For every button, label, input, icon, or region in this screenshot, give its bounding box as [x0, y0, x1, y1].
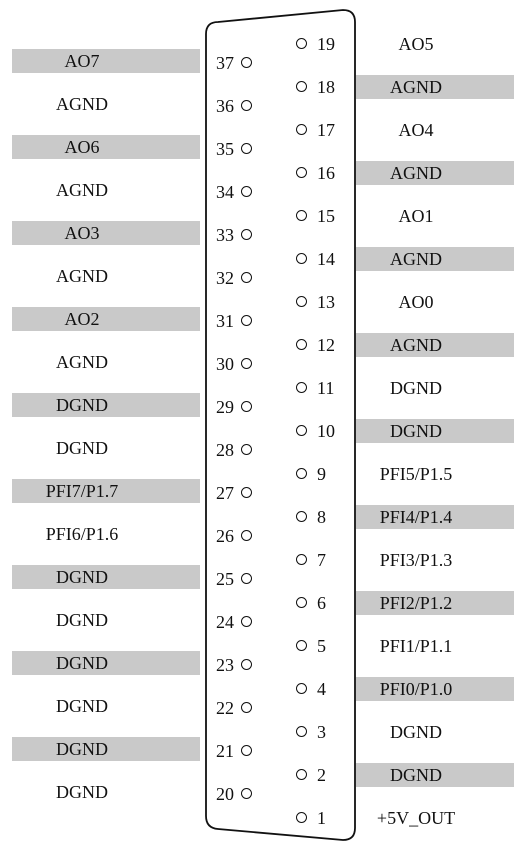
pin-label-text: AGND: [390, 249, 442, 269]
pin-34: [216, 181, 266, 203]
pin-contact-icon: [296, 683, 307, 694]
pin-number: 16: [317, 163, 335, 183]
pin-label-12: [356, 333, 514, 357]
pin-contact-icon: [296, 382, 307, 393]
pin-18: [296, 76, 352, 98]
pin-label-1: [356, 806, 514, 830]
pin-label-35: [12, 135, 200, 159]
pin-label-4: [356, 677, 514, 701]
pin-label-text: PFI0/P1.0: [379, 679, 453, 699]
pin-label-text: AO0: [398, 292, 434, 312]
pin-contact-icon: [296, 339, 307, 350]
pin-label-text: AO5: [398, 34, 434, 54]
pin-label-34: [12, 178, 200, 202]
pin-label-11: [356, 376, 514, 400]
pin-27: [216, 482, 266, 504]
pin-number: 33: [216, 225, 234, 245]
pin-33: [216, 224, 266, 246]
pin-12: [296, 334, 352, 356]
pin-11: [296, 377, 352, 399]
pin-4: [296, 678, 352, 700]
pin-number: 3: [317, 722, 326, 742]
pin-14: [296, 248, 352, 270]
pin-label-16: [356, 161, 514, 185]
pin-label-text: PFI2/P1.2: [379, 593, 453, 613]
pin-label-20: [12, 780, 200, 804]
pin-number: 15: [317, 206, 335, 226]
pin-label-text: AGND: [390, 77, 442, 97]
pin-label-text: DGND: [56, 395, 108, 415]
pin-36: [216, 95, 266, 117]
pin-contact-icon: [241, 616, 252, 627]
pin-number: 27: [216, 483, 234, 503]
pin-label-26: [12, 522, 200, 546]
pin-label-8: [356, 505, 514, 529]
pin-number: 26: [216, 526, 234, 546]
pin-contact-icon: [241, 57, 252, 68]
pin-label-21: [12, 737, 200, 761]
pin-contact-icon: [296, 511, 307, 522]
pin-label-7: [356, 548, 514, 572]
pin-number: 24: [216, 612, 234, 632]
pin-contact-icon: [296, 726, 307, 737]
pin-number: 21: [216, 741, 234, 761]
pin-number: 5: [317, 636, 326, 656]
pin-label-29: [12, 393, 200, 417]
pin-label-text: AO7: [64, 51, 100, 71]
pin-number: 31: [216, 311, 234, 331]
pin-label-text: DGND: [390, 421, 442, 441]
pin-label-6: [356, 591, 514, 615]
pin-label-22: [12, 694, 200, 718]
pin-contact-icon: [241, 401, 252, 412]
pin-contact-icon: [241, 530, 252, 541]
pin-label-19: [356, 32, 514, 56]
pin-contact-icon: [296, 769, 307, 780]
pin-7: [296, 549, 352, 571]
pin-contact-icon: [241, 229, 252, 240]
pin-label-18: [356, 75, 514, 99]
pin-number: 30: [216, 354, 234, 374]
pin-label-text: AGND: [56, 352, 108, 372]
pin-contact-icon: [241, 444, 252, 455]
pin-label-text: DGND: [56, 610, 108, 630]
pin-contact-icon: [296, 296, 307, 307]
pin-contact-icon: [296, 253, 307, 264]
pin-30: [216, 353, 266, 375]
pin-label-33: [12, 221, 200, 245]
pin-label-28: [12, 436, 200, 460]
pin-label-text: AO2: [64, 309, 100, 329]
pin-number: 13: [317, 292, 335, 312]
pin-32: [216, 267, 266, 289]
pin-label-text: DGND: [390, 765, 442, 785]
pin-label-10: [356, 419, 514, 443]
pin-label-text: AO3: [64, 223, 100, 243]
pin-number: 29: [216, 397, 234, 417]
pin-label-text: AO6: [64, 137, 100, 157]
pin-37: [216, 52, 266, 74]
pin-label-15: [356, 204, 514, 228]
pin-label-text: AO1: [398, 206, 434, 226]
pin-label-text: PFI6/P1.6: [45, 524, 119, 544]
pin-label-text: PFI3/P1.3: [379, 550, 453, 570]
pin-contact-icon: [241, 788, 252, 799]
pin-5: [296, 635, 352, 657]
pin-contact-icon: [296, 468, 307, 479]
pin-16: [296, 162, 352, 184]
pin-number: 36: [216, 96, 234, 116]
pin-contact-icon: [296, 554, 307, 565]
pin-contact-icon: [296, 812, 307, 823]
pin-24: [216, 611, 266, 633]
pin-9: [296, 463, 352, 485]
pin-label-text: DGND: [56, 438, 108, 458]
pin-number: 23: [216, 655, 234, 675]
pin-number: 4: [317, 679, 326, 699]
pin-contact-icon: [241, 272, 252, 283]
pin-contact-icon: [241, 487, 252, 498]
pin-label-text: DGND: [56, 696, 108, 716]
pin-label-37: [12, 49, 200, 73]
pin-contact-icon: [296, 124, 307, 135]
pin-label-36: [12, 92, 200, 116]
pin-15: [296, 205, 352, 227]
pin-number: 8: [317, 507, 326, 527]
pin-label-text: AO4: [398, 120, 434, 140]
pin-number: 35: [216, 139, 234, 159]
pin-1: [296, 807, 352, 829]
pin-10: [296, 420, 352, 442]
pin-number: 14: [317, 249, 335, 269]
pin-contact-icon: [241, 702, 252, 713]
pin-label-text: DGND: [390, 378, 442, 398]
pin-number: 37: [216, 53, 234, 73]
pin-label-31: [12, 307, 200, 331]
pin-label-5: [356, 634, 514, 658]
pin-31: [216, 310, 266, 332]
pin-35: [216, 138, 266, 160]
pin-22: [216, 697, 266, 719]
pin-label-text: PFI4/P1.4: [379, 507, 453, 527]
pin-label-text: DGND: [56, 653, 108, 673]
pin-contact-icon: [296, 597, 307, 608]
pin-number: 7: [317, 550, 326, 570]
pin-label-text: PFI5/P1.5: [379, 464, 453, 484]
pin-21: [216, 740, 266, 762]
pin-contact-icon: [296, 167, 307, 178]
pin-number: 18: [317, 77, 335, 97]
pin-number: 19: [317, 34, 335, 54]
pin-contact-icon: [241, 573, 252, 584]
pin-label-9: [356, 462, 514, 486]
pin-label-17: [356, 118, 514, 142]
pin-17: [296, 119, 352, 141]
pin-label-text: AGND: [390, 163, 442, 183]
pin-label-text: AGND: [390, 335, 442, 355]
pin-20: [216, 783, 266, 805]
pin-label-25: [12, 565, 200, 589]
pin-contact-icon: [296, 640, 307, 651]
pin-number: 10: [317, 421, 335, 441]
pin-label-text: PFI1/P1.1: [379, 636, 453, 656]
pin-number: 6: [317, 593, 326, 613]
pin-label-2: [356, 763, 514, 787]
pin-3: [296, 721, 352, 743]
pin-label-text: AGND: [56, 94, 108, 114]
pin-number: 1: [317, 808, 326, 828]
pin-label-text: DGND: [390, 722, 442, 742]
pin-label-text: AGND: [56, 266, 108, 286]
pin-label-text: AGND: [56, 180, 108, 200]
pin-contact-icon: [241, 358, 252, 369]
pin-6: [296, 592, 352, 614]
pin-19: [296, 33, 352, 55]
pin-number: 20: [216, 784, 234, 804]
pin-2: [296, 764, 352, 786]
pin-13: [296, 291, 352, 313]
pin-26: [216, 525, 266, 547]
pin-23: [216, 654, 266, 676]
pin-number: 28: [216, 440, 234, 460]
pin-contact-icon: [241, 143, 252, 154]
pin-contact-icon: [296, 425, 307, 436]
pin-number: 34: [216, 182, 234, 202]
pin-label-text: DGND: [56, 782, 108, 802]
pin-number: 22: [216, 698, 234, 718]
pin-label-27: [12, 479, 200, 503]
pin-contact-icon: [296, 210, 307, 221]
pin-number: 11: [317, 378, 335, 398]
pin-number: 12: [317, 335, 335, 355]
pin-label-text: DGND: [56, 739, 108, 759]
pin-contact-icon: [241, 315, 252, 326]
pin-number: 9: [317, 464, 326, 484]
pin-label-text: DGND: [56, 567, 108, 587]
pin-28: [216, 439, 266, 461]
pin-label-14: [356, 247, 514, 271]
pin-contact-icon: [241, 745, 252, 756]
pin-label-32: [12, 264, 200, 288]
pin-number: 2: [317, 765, 326, 785]
pin-label-24: [12, 608, 200, 632]
pin-label-3: [356, 720, 514, 744]
pin-contact-icon: [241, 186, 252, 197]
pin-number: 32: [216, 268, 234, 288]
pin-contact-icon: [241, 659, 252, 670]
pin-label-text: +5V_OUT: [376, 808, 456, 828]
pin-label-23: [12, 651, 200, 675]
pin-label-13: [356, 290, 514, 314]
pin-8: [296, 506, 352, 528]
pin-contact-icon: [296, 81, 307, 92]
pin-contact-icon: [296, 38, 307, 49]
pin-label-30: [12, 350, 200, 374]
pin-number: 25: [216, 569, 234, 589]
pin-29: [216, 396, 266, 418]
pin-number: 17: [317, 120, 335, 140]
pin-25: [216, 568, 266, 590]
pin-contact-icon: [241, 100, 252, 111]
pin-label-text: PFI7/P1.7: [45, 481, 119, 501]
